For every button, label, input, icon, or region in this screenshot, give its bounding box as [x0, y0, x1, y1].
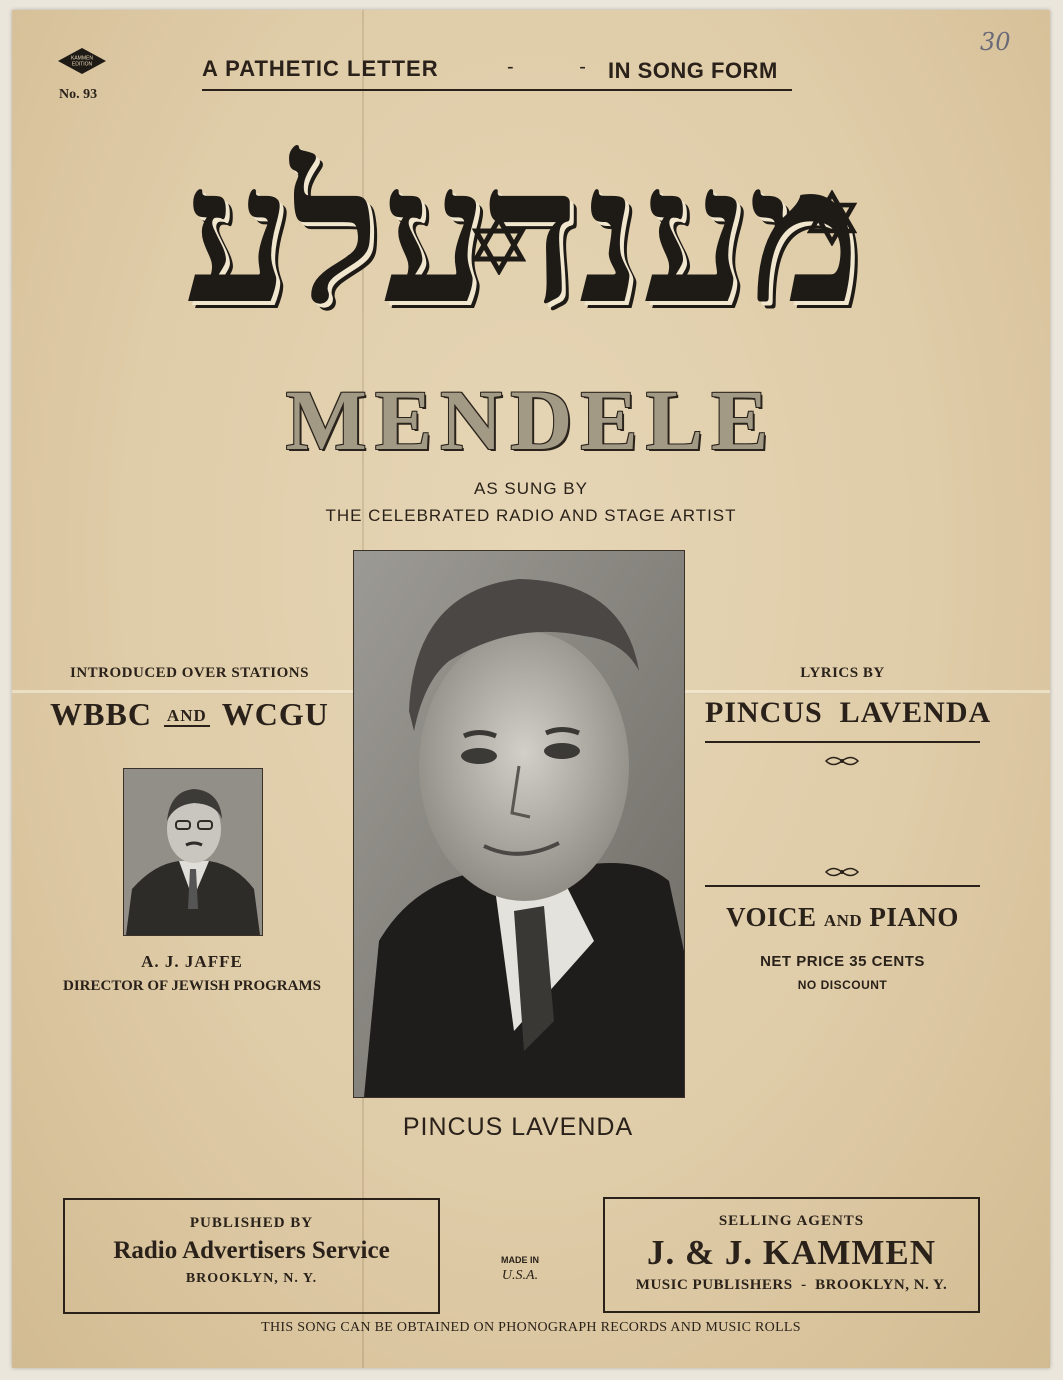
arrangement-and: AND [823, 911, 863, 930]
portrait-photo-main [353, 550, 685, 1098]
made-in-line-2: U.S.A. [501, 1268, 539, 1283]
director-name: A. J. JAFFE [141, 952, 243, 971]
net-price: NET PRICE 35 CENTS [760, 953, 925, 970]
stations-intro-label: INTRODUCED OVER STATIONS [70, 665, 309, 681]
lyrics-by-label: LYRICS BY [800, 665, 885, 681]
sheet-music-cover [12, 10, 1050, 1368]
footer-note: THIS SONG CAN BE OBTAINED ON PHONOGRAPH RECORDS AND MUSIC ROLLS [261, 1320, 801, 1335]
tagline-right: IN SONG FORM [608, 58, 778, 83]
selling-agents-label: SELLING AGENTS [718, 1213, 865, 1229]
ornament-icon [824, 865, 860, 879]
made-in-line-1: MADE IN [501, 1255, 539, 1265]
sung-by-line-2: THE CELEBRATED RADIO AND STAGE ARTIST [325, 506, 737, 525]
main-photo-caption: PINCUS LAVENDA [402, 1113, 634, 1141]
published-by-label: PUBLISHED BY [189, 1215, 314, 1231]
tagline-dashes: - - [507, 56, 616, 78]
portrait-photo-jaffe [123, 768, 263, 936]
publisher-name: Radio Advertisers Service [113, 1237, 390, 1264]
hebrew-title: מענדעלע [183, 123, 861, 346]
sung-by-line-1: AS SUNG BY [474, 479, 588, 498]
no-discount: NO DISCOUNT [797, 978, 888, 992]
publisher-city: BROOKLYN, N. Y. [185, 1271, 318, 1286]
radio-stations [47, 696, 332, 733]
selling-agents-subtitle: MUSIC PUBLISHERS - BROOKLYN, N. Y. [635, 1277, 948, 1293]
arrangement [705, 902, 980, 933]
tagline-underline [202, 89, 792, 91]
price-overline [705, 885, 980, 887]
svg-text:KAMMEN: KAMMEN [71, 55, 93, 62]
stations-and: AND [164, 706, 210, 727]
star-of-david-icon [472, 215, 526, 275]
tagline-left: A PATHETIC LETTER [202, 56, 439, 81]
star-of-david-icon [807, 190, 857, 246]
station-wcgu: WCGU [221, 696, 329, 732]
svg-text:EDITION: EDITION [71, 61, 93, 68]
ornament-icon [824, 754, 860, 768]
arrangement-voice: VOICE [726, 902, 817, 932]
director-title: DIRECTOR OF JEWISH PROGRAMS [63, 978, 321, 994]
english-title: MENDELE [285, 372, 777, 468]
selling-agents-name: J. & J. KAMMEN [646, 1233, 937, 1272]
pencil-annotation: 30 [980, 28, 1011, 56]
lyricist-name: PINCUS LAVENDA [705, 696, 992, 729]
station-wbbc: WBBC [50, 696, 152, 732]
kammen-edition-logo [57, 47, 107, 75]
lyrics-underline [705, 741, 980, 743]
catalog-number: No. 93 [59, 87, 98, 102]
made-in-usa-stamp [498, 1250, 542, 1286]
arrangement-piano: PIANO [869, 902, 959, 932]
